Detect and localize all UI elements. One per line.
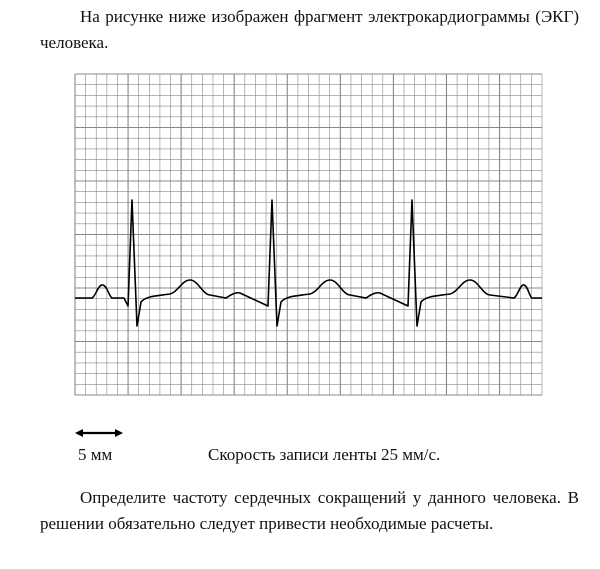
speed-label: Скорость записи ленты 25 мм/с. (208, 445, 441, 464)
intro-paragraph: На рисунке ниже изображен фрагмент электрокардиограммы (ЭКГ) человека. (40, 7, 579, 52)
scale-arrow (75, 429, 123, 437)
question-paragraph: Определите частоту сердечных сокращений у данного человека. В решении обязательно следует привести необходимые расчеты. (40, 488, 579, 533)
ecg-grid (75, 74, 542, 395)
scale-label: 5 мм (78, 445, 113, 464)
